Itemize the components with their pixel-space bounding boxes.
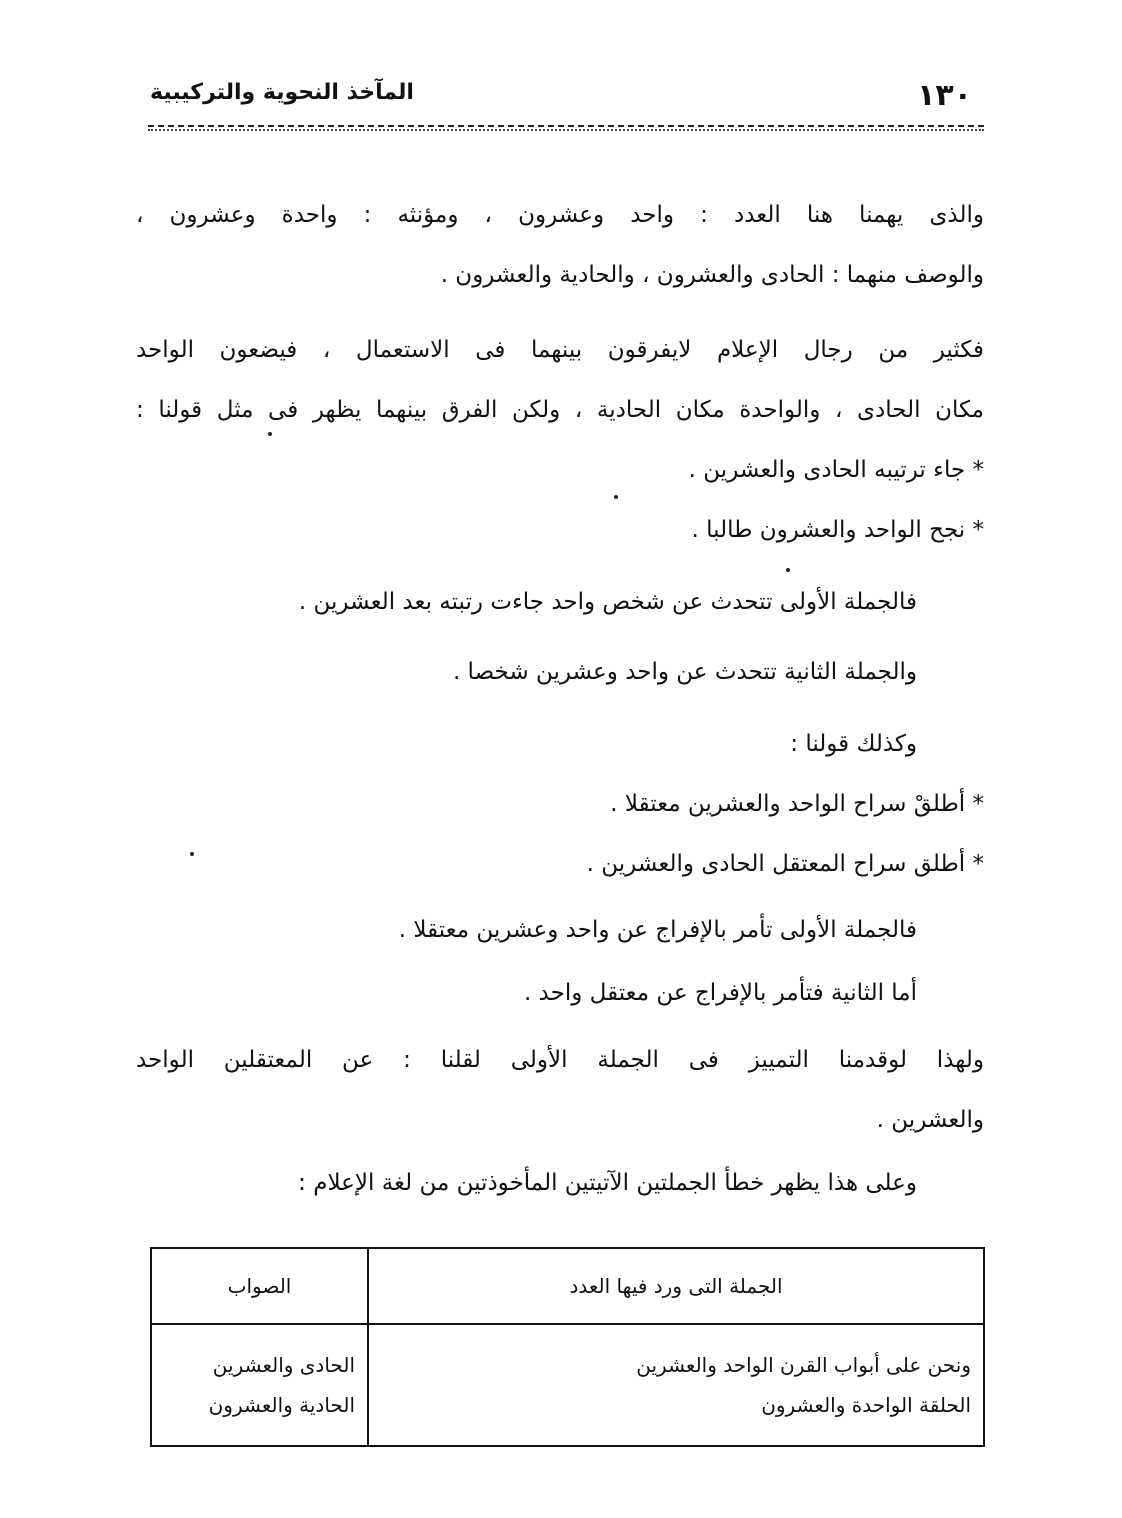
- paragraph-line: فالجملة الأولى تتحدث عن شخص واحد جاءت رتبته بعد العشرين .: [298, 589, 917, 615]
- page-number: ١٣٠: [917, 78, 972, 113]
- running-header-title: المآخذ النحوية والتركيبية: [150, 80, 414, 105]
- corrections-cell: [151, 1324, 368, 1446]
- scan-speck: [190, 852, 194, 856]
- scan-speck: [268, 432, 272, 436]
- bullet-example: * نجح الواحد والعشرون طالبا .: [691, 517, 984, 543]
- column-header-correct: الصواب: [151, 1248, 368, 1324]
- bullet-example: * جاء ترتيبه الحادى والعشرين .: [688, 457, 984, 483]
- corrections-table: [150, 1247, 985, 1447]
- scan-speck: [786, 568, 790, 572]
- column-header-sentence: الجملة التى ورد فيها العدد: [368, 1248, 984, 1324]
- erroneous-sentence: ونحن على أبواب القرن الواحد والعشرين: [636, 1353, 971, 1377]
- paragraph-line: والجملة الثانية تتحدث عن واحد وعشرين شخصا .: [452, 659, 917, 685]
- paragraph-line: والعشرين .: [876, 1107, 984, 1133]
- sentences-cell: [368, 1324, 984, 1446]
- paragraph-line: والوصف منهما : الحادى والعشرون ، والحادية والعشرون .: [440, 262, 984, 288]
- table-header-row: [151, 1248, 984, 1324]
- bullet-example: * أطلقْ سراح الواحد والعشرين معتقلا .: [610, 791, 984, 817]
- paragraph-line: أما الثانية فتأمر بالإفراج عن معتقل واحد .: [523, 980, 917, 1006]
- table-row: [151, 1324, 984, 1446]
- header-divider: [148, 125, 984, 131]
- scan-speck: [614, 495, 618, 499]
- paragraph-line: وكذلك قولنا :: [790, 731, 917, 757]
- paragraph-line: مكان الحادى ، والواحدة مكان الحادية ، ولكن الفرق بينهما يظهر فى مثل قولنا :: [136, 397, 984, 423]
- correct-form: الحادية والعشرون: [208, 1393, 355, 1417]
- paragraph-line: والذى يهمنا هنا العدد : واحد وعشرون ، ومؤنثه : واحدة وعشرون ،: [136, 202, 984, 228]
- paragraph-line: فالجملة الأولى تأمر بالإفراج عن واحد وعشرين معتقلا .: [398, 917, 917, 943]
- paragraph-line: فكثير من رجال الإعلام لايفرقون بينهما فى الاستعمال ، فيضعون الواحد: [136, 337, 984, 363]
- erroneous-sentence: الحلقة الواحدة والعشرون: [761, 1393, 971, 1417]
- paragraph-line: ولهذا لوقدمنا التمييز فى الجملة الأولى لقلنا : عن المعتقلين الواحد: [136, 1047, 984, 1073]
- correct-form: الحادى والعشرين: [212, 1353, 355, 1377]
- paragraph-line: وعلى هذا يظهر خطأ الجملتين الآتيتين المأخوذتين من لغة الإعلام :: [298, 1170, 917, 1196]
- bullet-example: * أطلق سراح المعتقل الحادى والعشرين .: [586, 851, 984, 877]
